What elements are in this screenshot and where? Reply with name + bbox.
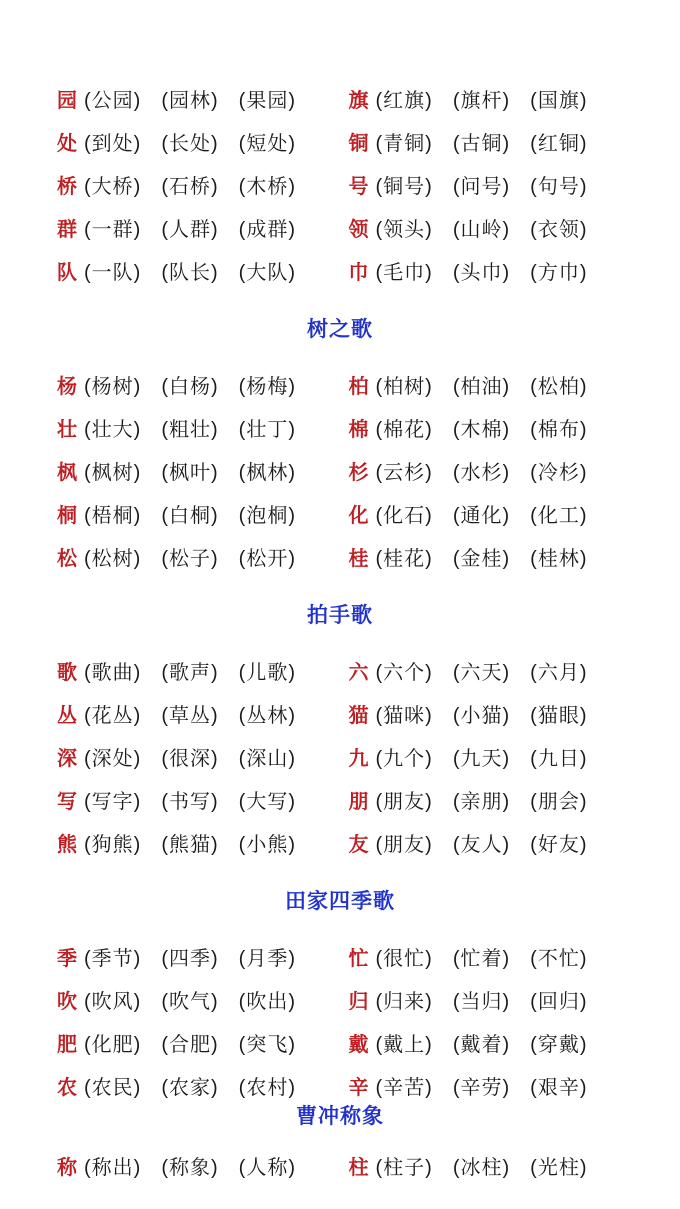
entry-right [349, 742, 624, 771]
word-row [57, 206, 623, 249]
example-word: (草丛) [161, 705, 219, 727]
headword-character: 棉 [348, 419, 369, 441]
headword-character: 群 [57, 219, 77, 241]
section-title: 拍手歌 [307, 604, 373, 627]
example-word: (松开) [238, 548, 296, 570]
entry-left [57, 256, 332, 285]
example-word: (当归) [452, 991, 511, 1013]
example-word: (短处) [238, 133, 296, 155]
entry-right [349, 413, 624, 442]
example-word: (铜号) [375, 176, 433, 198]
example-word: (六月) [530, 662, 588, 684]
example-word: (季节) [84, 948, 142, 970]
headword-character: 吹 [57, 991, 77, 1013]
entry-left [57, 1151, 332, 1180]
example-word: (狗熊) [84, 834, 142, 856]
word-row [57, 978, 623, 1021]
entry-right [349, 1151, 624, 1180]
headword-character: 桐 [57, 505, 77, 527]
example-word: (大桥) [84, 176, 142, 198]
headword-character: 戴 [348, 1034, 369, 1056]
entry-right [349, 828, 624, 857]
example-word: (枫林) [238, 462, 296, 484]
example-word: (深山) [238, 748, 296, 770]
example-word: (柏树) [375, 376, 433, 398]
example-word: (穿戴) [530, 1034, 588, 1056]
example-word: (亲朋) [452, 791, 511, 813]
example-word: (九天) [452, 748, 511, 770]
headword-character: 归 [348, 991, 369, 1013]
headword-character: 杨 [57, 376, 77, 398]
entry-left [57, 1028, 332, 1057]
example-word: (问号) [452, 176, 511, 198]
example-word: (人群) [161, 219, 219, 241]
example-word: (桂林) [530, 548, 588, 570]
example-word: (朋友) [375, 791, 433, 813]
example-word: (农村) [238, 1077, 296, 1099]
word-row [57, 778, 623, 821]
example-word: (冰柱) [452, 1157, 511, 1179]
example-word: (六个) [375, 662, 433, 684]
example-word: (人称) [238, 1157, 296, 1179]
entry-left [57, 499, 332, 528]
headword-character: 农 [57, 1077, 77, 1099]
example-word: (小熊) [238, 834, 296, 856]
example-word: (大队) [238, 262, 296, 284]
entry-right [349, 370, 624, 399]
entry-right [349, 170, 624, 199]
example-word: (木棉) [452, 419, 511, 441]
entry-left [57, 456, 332, 485]
worksheet-section [57, 880, 623, 1107]
word-row [57, 363, 623, 406]
example-word: (不忙) [530, 948, 588, 970]
word-row [57, 406, 623, 449]
example-word: (松子) [161, 548, 219, 570]
example-word: (古铜) [452, 133, 511, 155]
entry-left [57, 370, 332, 399]
word-row [57, 1144, 623, 1187]
headword-character: 旗 [348, 90, 369, 112]
headword-character: 熊 [57, 834, 77, 856]
example-word: (壮丁) [238, 419, 296, 441]
example-word: (句号) [530, 176, 588, 198]
example-word: (方巾) [530, 262, 588, 284]
word-row [57, 935, 623, 978]
example-word: (丛林) [238, 705, 296, 727]
example-word: (猫眼) [530, 705, 588, 727]
headword-character: 化 [348, 505, 369, 527]
example-word: (忙着) [452, 948, 511, 970]
example-word: (花丛) [84, 705, 142, 727]
example-word: (大写) [238, 791, 296, 813]
example-word: (泡桐) [238, 505, 296, 527]
headword-character: 忙 [348, 948, 369, 970]
section-title: 田家四季歌 [285, 890, 395, 913]
example-word: (辛苦) [375, 1077, 433, 1099]
headword-character: 柏 [348, 376, 369, 398]
example-word: (柱子) [375, 1157, 433, 1179]
headword-character: 猫 [348, 705, 369, 727]
example-word: (白桐) [161, 505, 219, 527]
headword-character: 杉 [348, 462, 369, 484]
example-word: (长处) [161, 133, 219, 155]
example-word: (粗壮) [161, 419, 219, 441]
headword-character: 号 [348, 176, 369, 198]
entry-left [57, 828, 332, 857]
example-word: (月季) [238, 948, 296, 970]
example-word: (木桥) [238, 176, 296, 198]
headword-character: 桥 [57, 176, 77, 198]
entry-right [349, 499, 624, 528]
example-word: (杨梅) [238, 376, 296, 398]
headword-character: 壮 [57, 419, 77, 441]
word-row [57, 535, 623, 578]
example-word: (队长) [161, 262, 219, 284]
example-word: (水杉) [452, 462, 511, 484]
worksheet-section [57, 308, 623, 578]
entry-right [349, 699, 624, 728]
section-title: 树之歌 [307, 318, 373, 341]
example-word: (吹气) [161, 991, 219, 1013]
example-word: (朋会) [530, 791, 588, 813]
example-word: (衣领) [530, 219, 588, 241]
word-row [57, 77, 623, 120]
entry-left [57, 1071, 332, 1100]
example-word: (松柏) [530, 376, 588, 398]
worksheet-content [57, 77, 623, 1187]
headword-character: 六 [348, 662, 369, 684]
example-word: (红旗) [375, 90, 433, 112]
entry-left [57, 699, 332, 728]
example-word: (猫咪) [375, 705, 433, 727]
example-word: (红铜) [530, 133, 588, 155]
example-word: (化工) [530, 505, 588, 527]
entry-left [57, 656, 332, 685]
entry-right [349, 985, 624, 1014]
example-word: (农家) [161, 1077, 219, 1099]
example-word: (领头) [375, 219, 433, 241]
headword-character: 园 [57, 90, 77, 112]
example-word: (棉花) [375, 419, 433, 441]
entry-left [57, 985, 332, 1014]
headword-character: 称 [57, 1157, 77, 1179]
entry-right [349, 127, 624, 156]
example-word: (金桂) [452, 548, 511, 570]
example-word: (毛巾) [375, 262, 433, 284]
example-word: (九个) [375, 748, 433, 770]
word-row [57, 692, 623, 735]
example-word: (果园) [238, 90, 296, 112]
headword-character: 队 [57, 262, 77, 284]
example-word: (头巾) [452, 262, 511, 284]
headword-character: 桂 [348, 548, 369, 570]
example-word: (桂花) [375, 548, 433, 570]
entry-right [349, 256, 624, 285]
example-word: (儿歌) [238, 662, 296, 684]
example-word: (梧桐) [84, 505, 142, 527]
example-word: (写字) [84, 791, 142, 813]
example-word: (艰辛) [530, 1077, 588, 1099]
word-row [57, 649, 623, 692]
entry-right [349, 785, 624, 814]
entry-right [349, 456, 624, 485]
example-word: (光柱) [530, 1157, 588, 1179]
example-word: (书写) [161, 791, 219, 813]
word-row [57, 449, 623, 492]
headword-character: 写 [57, 791, 77, 813]
headword-character: 巾 [348, 262, 369, 284]
example-word: (棉布) [530, 419, 588, 441]
headword-character: 九 [348, 748, 369, 770]
headword-character: 深 [57, 748, 77, 770]
example-word: (歌声) [161, 662, 219, 684]
headword-character: 领 [348, 219, 369, 241]
example-word: (一群) [84, 219, 142, 241]
headword-character: 松 [57, 548, 77, 570]
example-word: (柏油) [452, 376, 511, 398]
example-word: (公园) [84, 90, 142, 112]
headword-character: 铜 [348, 133, 369, 155]
example-word: (戴着) [452, 1034, 511, 1056]
headword-character: 肥 [57, 1034, 77, 1056]
example-word: (通化) [452, 505, 511, 527]
word-row [57, 735, 623, 778]
example-word: (合肥) [161, 1034, 219, 1056]
example-word: (朋友) [375, 834, 433, 856]
worksheet-section [57, 1095, 623, 1187]
example-word: (戴上) [375, 1034, 433, 1056]
example-word: (熊猫) [161, 834, 219, 856]
example-word: (枫树) [84, 462, 142, 484]
example-word: (冷杉) [530, 462, 588, 484]
example-word: (化肥) [84, 1034, 142, 1056]
entry-right [349, 213, 624, 242]
headword-character: 枫 [57, 462, 77, 484]
example-word: (很忙) [375, 948, 433, 970]
example-word: (归来) [375, 991, 433, 1013]
worksheet-section [57, 77, 623, 292]
entry-left [57, 742, 332, 771]
example-word: (旗杆) [452, 90, 511, 112]
entry-left [57, 170, 332, 199]
example-word: (歌曲) [84, 662, 142, 684]
example-word: (国旗) [530, 90, 588, 112]
example-word: (突飞) [238, 1034, 296, 1056]
example-word: (深处) [84, 748, 142, 770]
example-word: (很深) [161, 748, 219, 770]
word-row [57, 163, 623, 206]
example-word: (枫叶) [161, 462, 219, 484]
entry-left [57, 942, 332, 971]
example-word: (友人) [452, 834, 511, 856]
example-word: (九日) [530, 748, 588, 770]
example-word: (松树) [84, 548, 142, 570]
example-word: (称象) [161, 1157, 219, 1179]
headword-character: 歌 [57, 662, 77, 684]
entry-right [349, 1071, 624, 1100]
example-word: (吹风) [84, 991, 142, 1013]
headword-character: 季 [57, 948, 77, 970]
entry-left [57, 84, 332, 113]
word-row [57, 1021, 623, 1064]
headword-character: 友 [348, 834, 369, 856]
headword-character: 柱 [348, 1157, 369, 1179]
example-word: (青铜) [375, 133, 433, 155]
worksheet-section [57, 594, 623, 864]
example-word: (回归) [530, 991, 588, 1013]
example-word: (石桥) [161, 176, 219, 198]
example-word: (成群) [238, 219, 296, 241]
example-word: (农民) [84, 1077, 142, 1099]
example-word: (白杨) [161, 376, 219, 398]
example-word: (云杉) [375, 462, 433, 484]
example-word: (好友) [530, 834, 588, 856]
example-word: (到处) [84, 133, 142, 155]
example-word: (山岭) [452, 219, 511, 241]
headword-character: 朋 [348, 791, 369, 813]
entry-left [57, 785, 332, 814]
example-word: (一队) [84, 262, 142, 284]
example-word: (壮大) [84, 419, 142, 441]
entry-left [57, 127, 332, 156]
word-row [57, 821, 623, 864]
word-row [57, 120, 623, 163]
word-row [57, 492, 623, 535]
section-title: 曹冲称象 [296, 1105, 384, 1128]
example-word: (四季) [161, 948, 219, 970]
entry-left [57, 213, 332, 242]
example-word: (小猫) [452, 705, 511, 727]
entry-right [349, 84, 624, 113]
example-word: (六天) [452, 662, 511, 684]
example-word: (称出) [84, 1157, 142, 1179]
entry-right [349, 942, 624, 971]
headword-character: 处 [57, 133, 77, 155]
example-word: (辛劳) [452, 1077, 511, 1099]
entry-right [349, 542, 624, 571]
headword-character: 辛 [348, 1077, 369, 1099]
entry-left [57, 542, 332, 571]
entry-right [349, 1028, 624, 1057]
example-word: (杨树) [84, 376, 142, 398]
entry-left [57, 413, 332, 442]
example-word: (化石) [375, 505, 433, 527]
entry-right [349, 656, 624, 685]
example-word: (园林) [161, 90, 219, 112]
word-row [57, 249, 623, 292]
example-word: (吹出) [238, 991, 296, 1013]
headword-character: 丛 [57, 705, 77, 727]
